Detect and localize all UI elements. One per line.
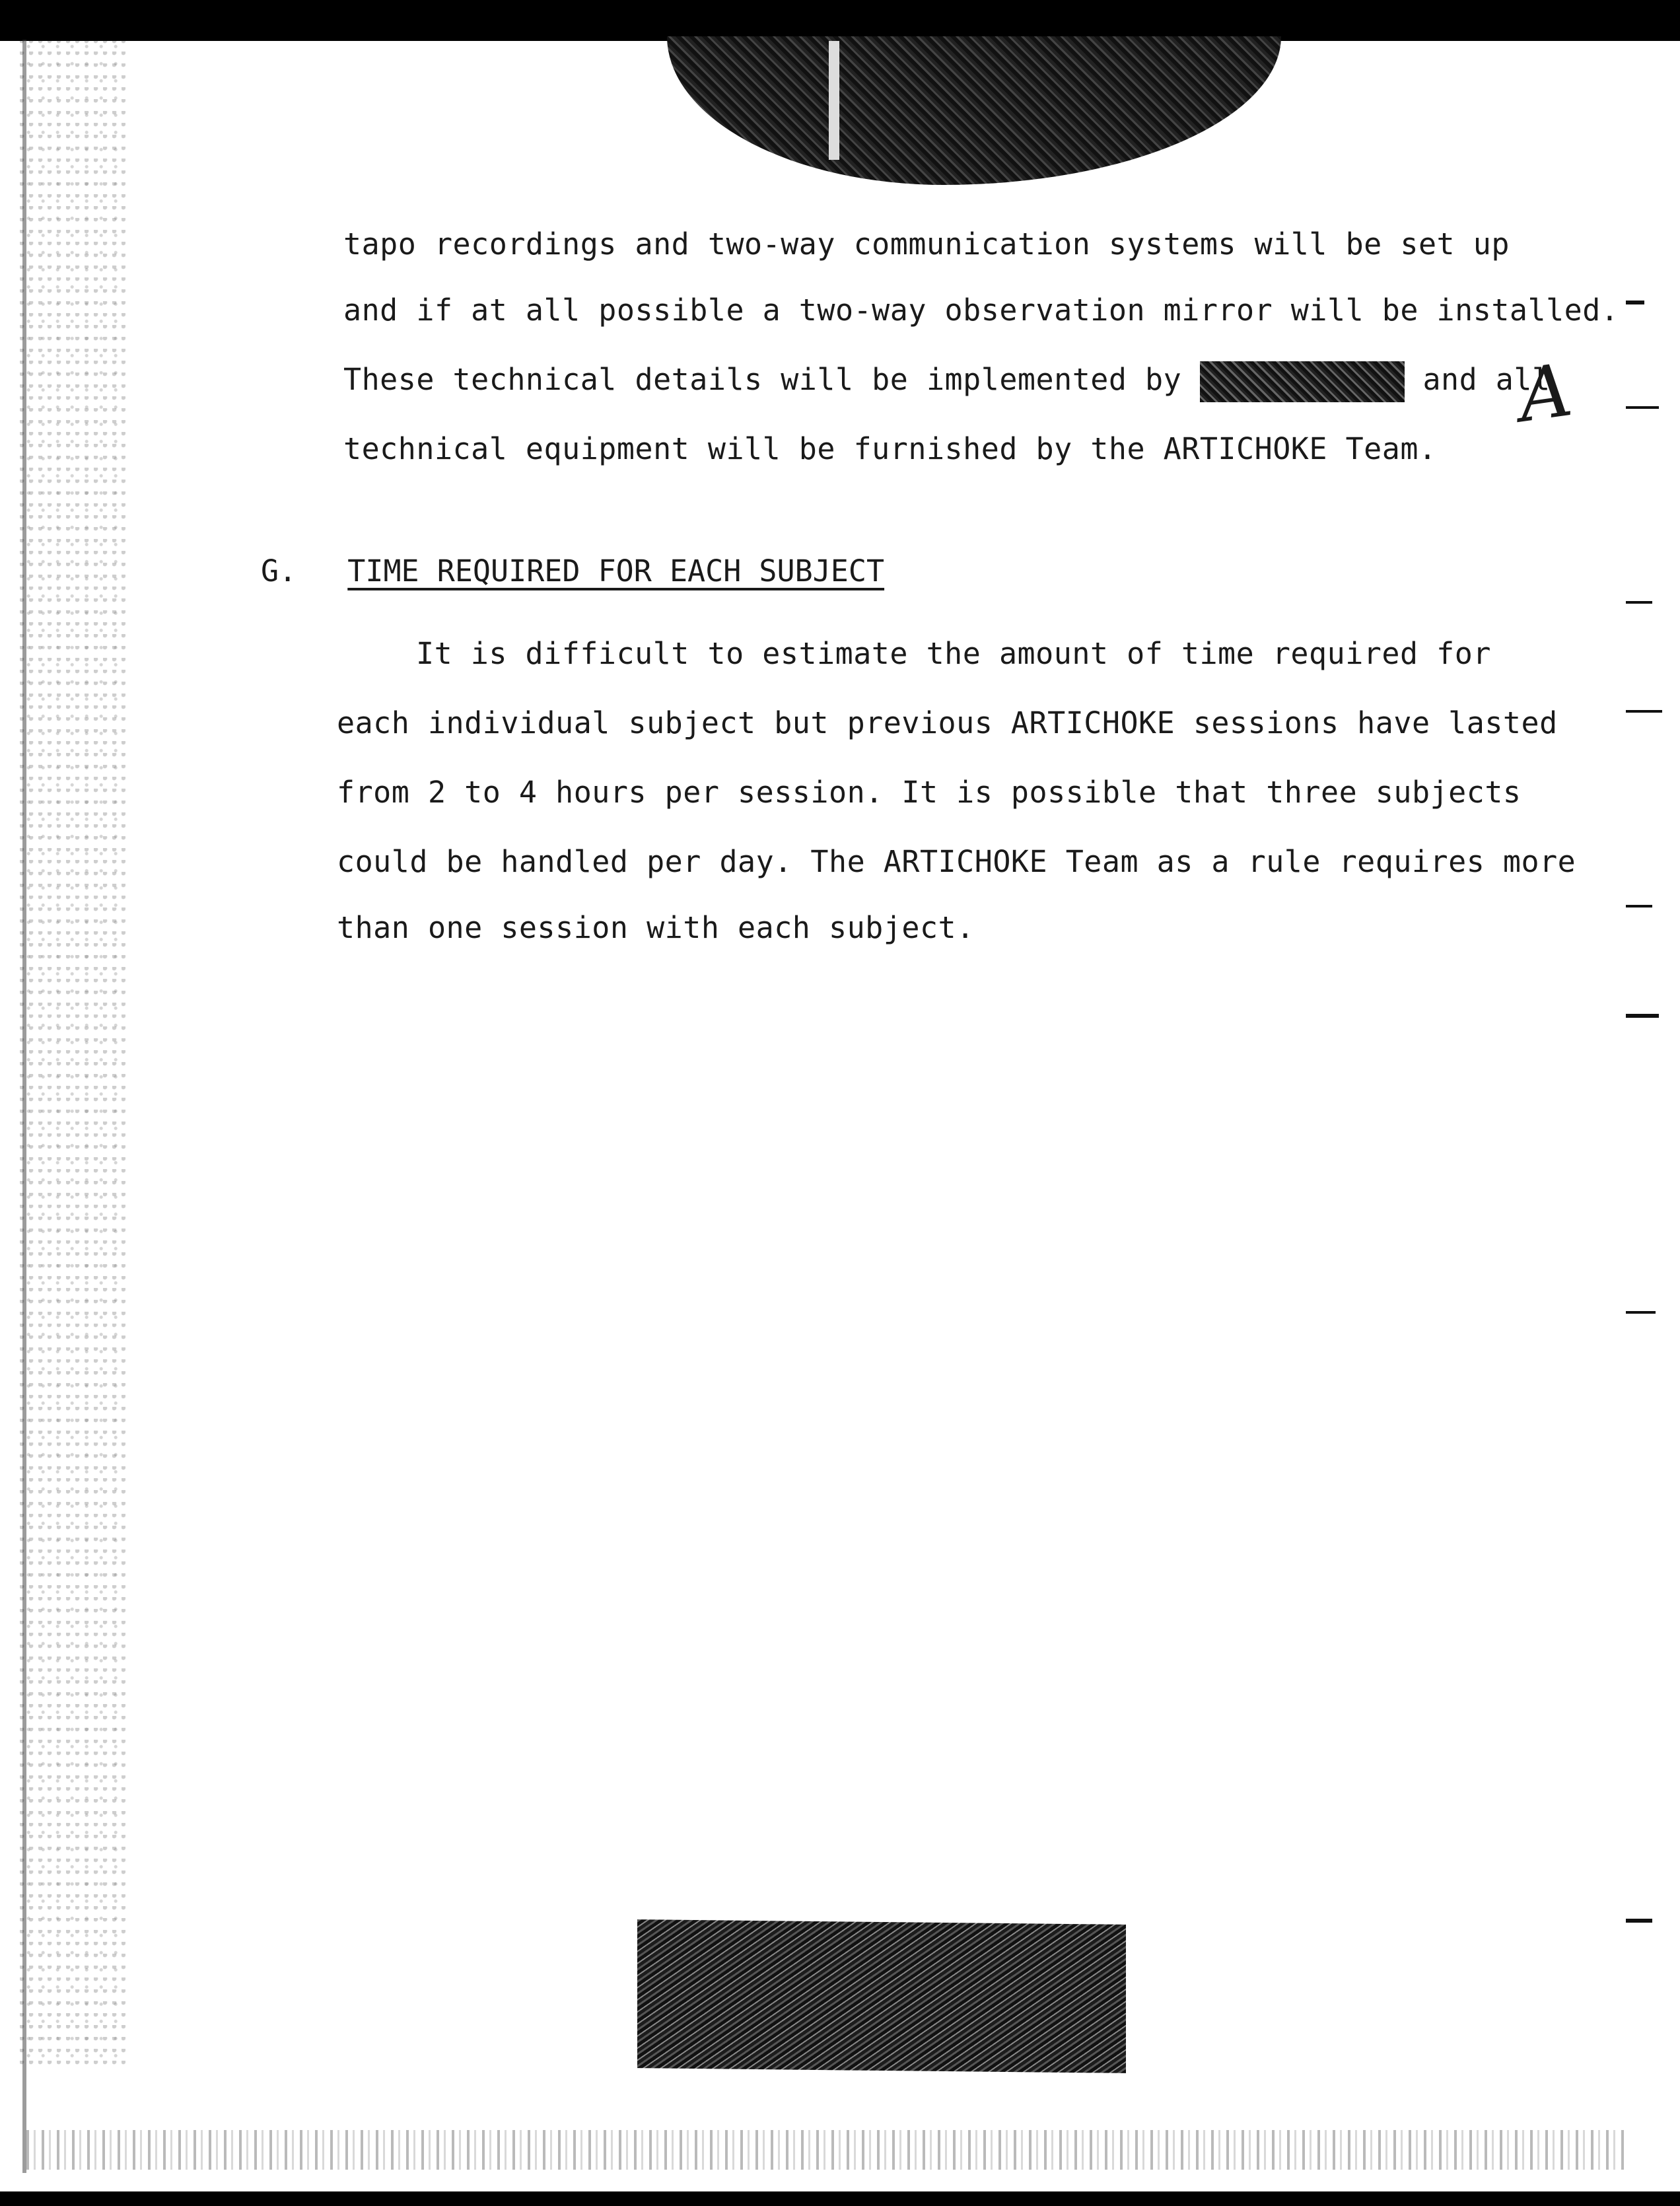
paragraph-line-2: and if at all possible a two-way observation mirror will be installed. [343, 293, 1619, 328]
section-letter: G. [261, 553, 297, 588]
paragraph-line-3 [343, 360, 1551, 402]
top-redaction-block [667, 36, 1281, 185]
section-g-line-2: each individual subject but previous ARTICHOKE sessions have lasted [337, 705, 1558, 740]
handwritten-margin-mark: A [1513, 347, 1577, 439]
right-margin-mark [1626, 710, 1662, 713]
right-margin-mark [1626, 406, 1659, 409]
right-margin-mark [1626, 1311, 1656, 1314]
right-margin-mark [1626, 301, 1644, 304]
section-g-line-3: from 2 to 4 hours per session. It is possible that three subjects [337, 775, 1522, 810]
scan-bottom-border [0, 2191, 1680, 2206]
scan-left-margin-noise [20, 40, 125, 2067]
scan-top-border [0, 0, 1680, 41]
right-margin-mark [1626, 905, 1652, 907]
section-g-line-5: than one session with each subject. [337, 910, 975, 945]
right-margin-mark [1626, 1014, 1659, 1018]
top-redaction-streak [829, 41, 839, 160]
section-g-line-4: could be handled per day. The ARTICHOKE Team as a rule requires more [337, 844, 1576, 879]
inline-redaction [1200, 361, 1405, 402]
paragraph-line-4: technical equipment will be furnished by the ARTICHOKE Team. [343, 431, 1437, 466]
scan-footer-noise [26, 2130, 1625, 2170]
right-margin-mark [1626, 1919, 1652, 1923]
right-margin-mark [1626, 601, 1652, 604]
bottom-redaction-block [637, 1919, 1126, 2073]
paragraph-line-3-text: These technical details will be implemented by [343, 362, 1182, 397]
paragraph-line-3-tail: and all [1422, 362, 1551, 397]
section-g-heading [261, 552, 884, 591]
paragraph-line-1: tapo recordings and two-way communication systems will be set up [343, 227, 1510, 262]
section-title: TIME REQUIRED FOR EACH SUBJECT [347, 553, 885, 588]
section-g-line-1: It is difficult to estimate the amount of time required for [416, 636, 1491, 671]
